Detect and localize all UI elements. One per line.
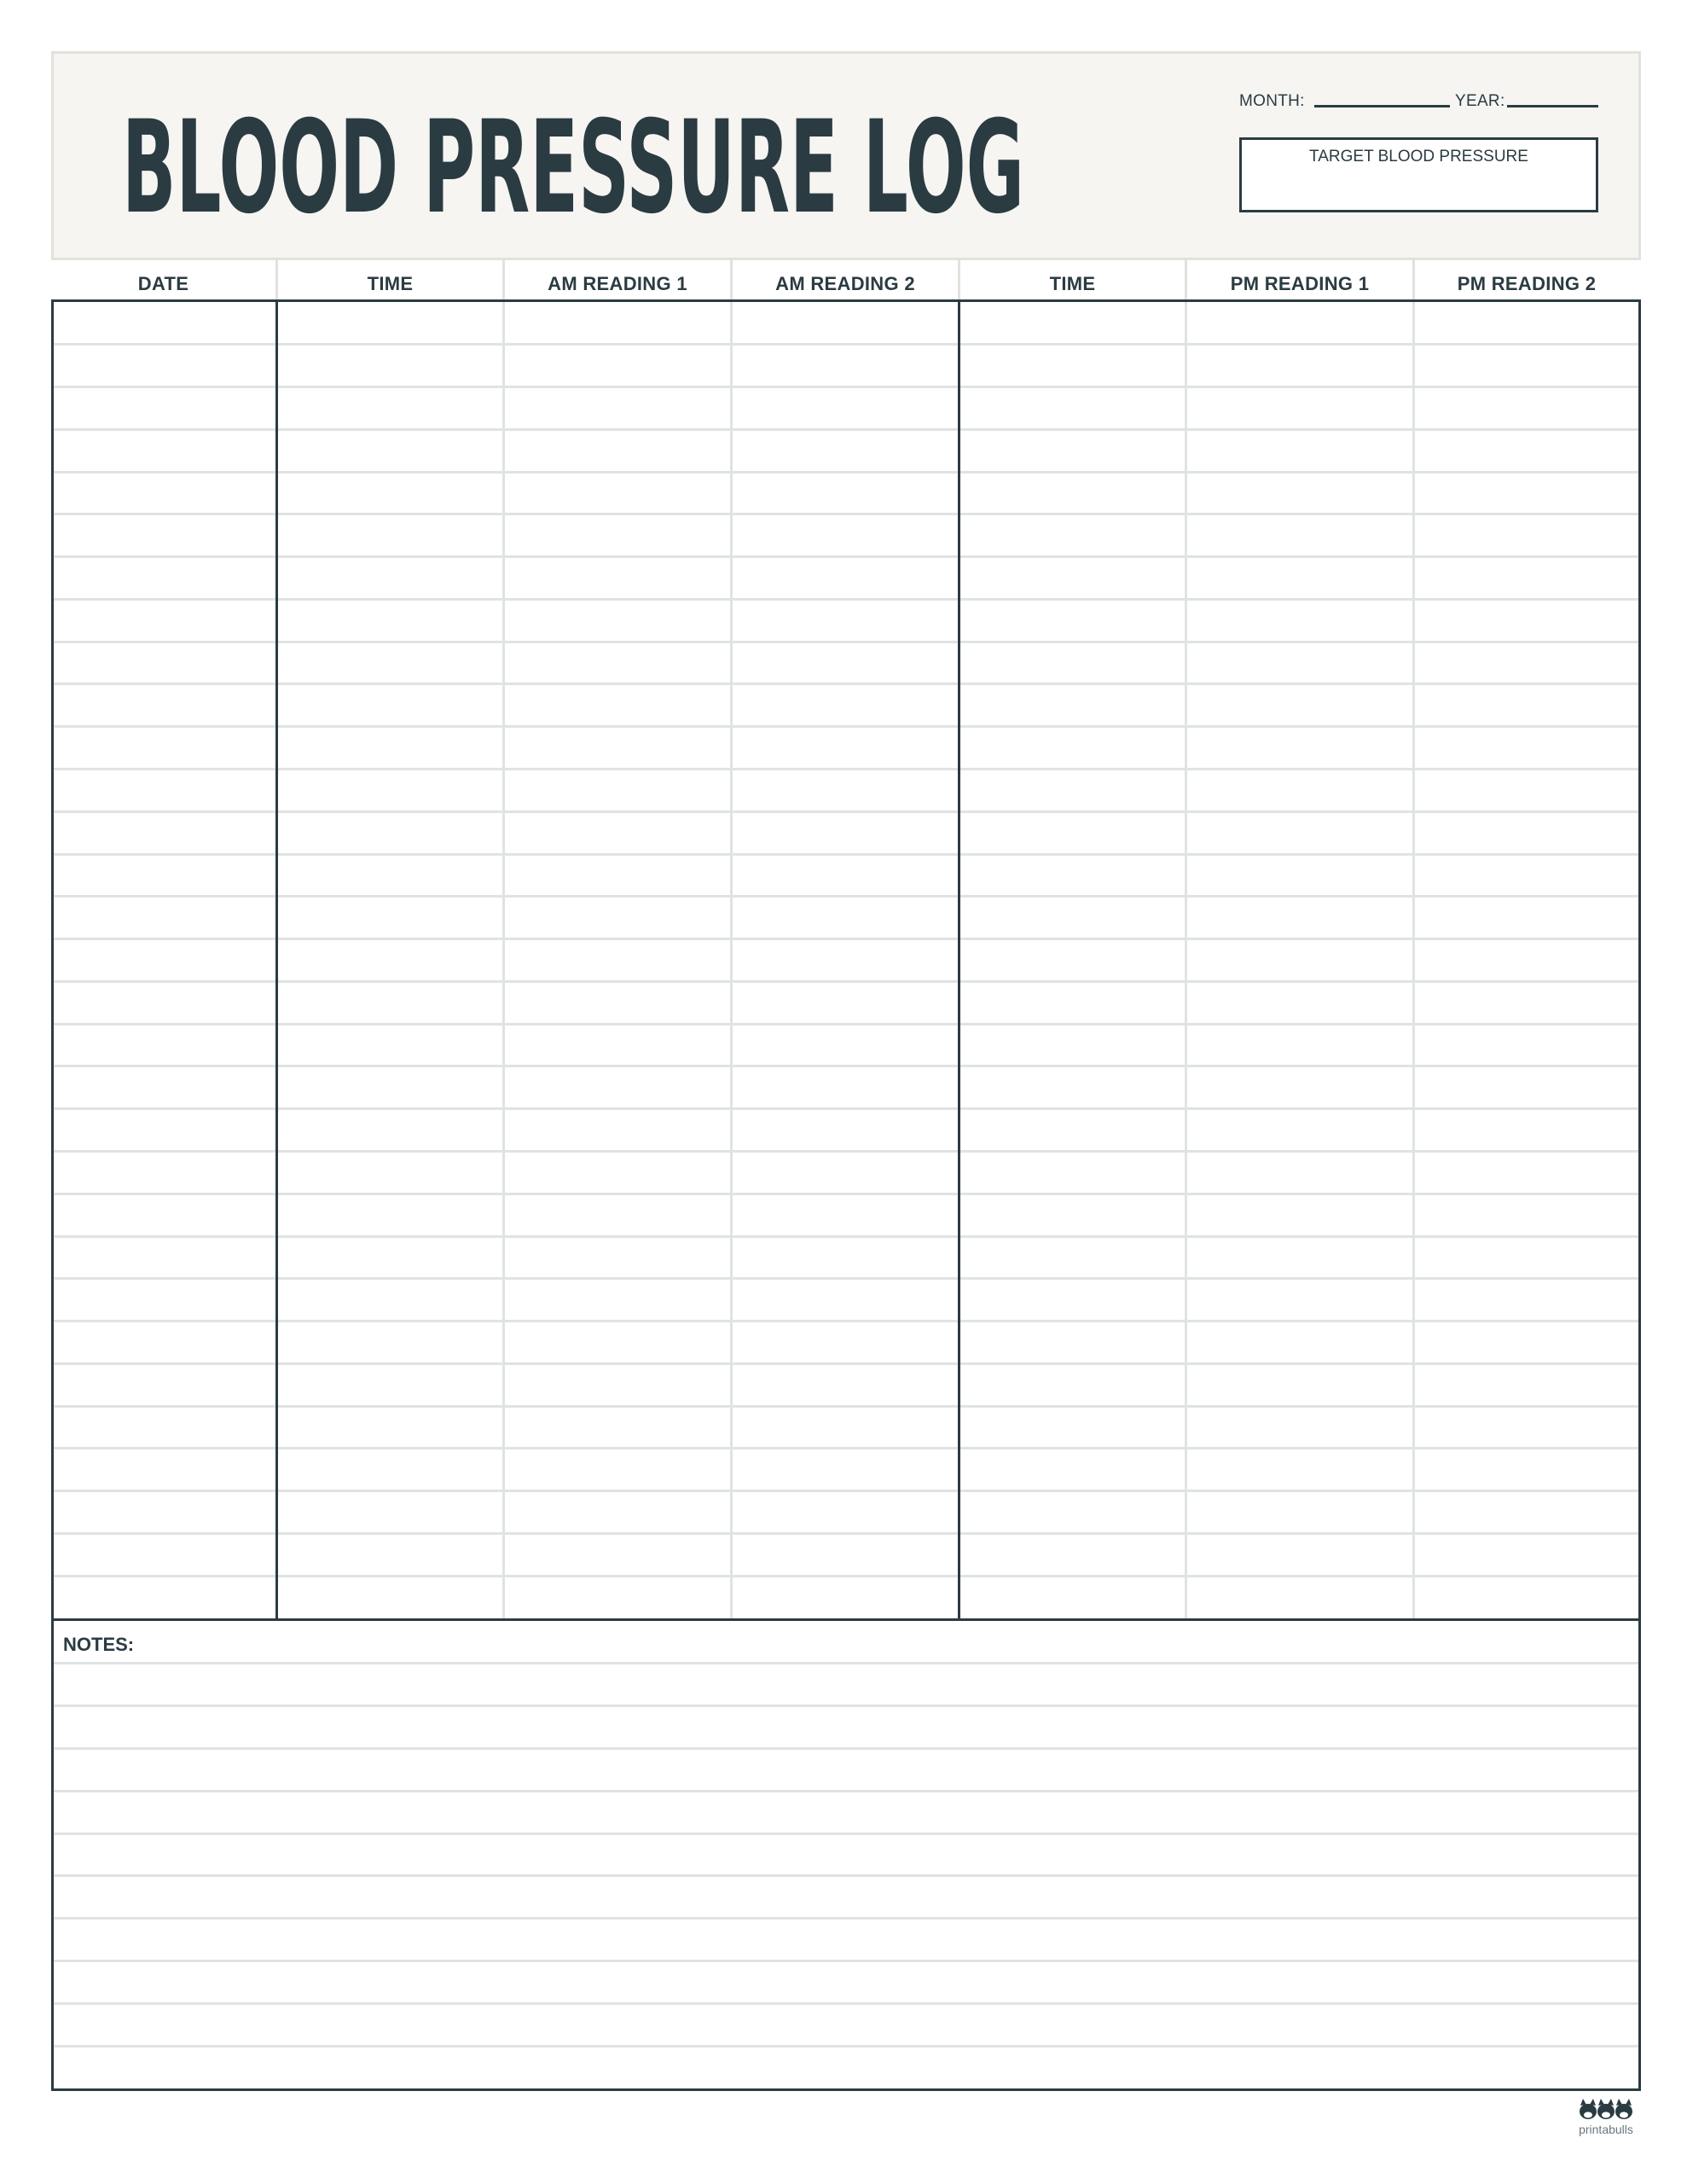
table-column-divider-bold (275, 302, 278, 1618)
target-blood-pressure-label: TARGET BLOOD PRESSURE (1309, 148, 1528, 166)
table-row-line (54, 1575, 1638, 1577)
column-header-date: DATE (137, 273, 189, 294)
table-row-line (54, 1065, 1638, 1067)
table-column-divider (730, 302, 733, 1618)
notes-line (54, 1833, 1638, 1835)
table-row-line (54, 428, 1638, 431)
table-row-line (54, 386, 1638, 388)
table-row-line (54, 1235, 1638, 1238)
column-header-pm-reading-1: PM READING 1 (1230, 273, 1370, 294)
column-header-am-time: TIME (367, 273, 414, 294)
table-column-divider (1185, 302, 1187, 1618)
table-column-divider-bold (958, 302, 960, 1618)
notes-line (54, 1790, 1638, 1792)
notes-line (54, 1705, 1638, 1707)
notes-line (54, 2045, 1638, 2048)
column-header-am-reading-1: AM READING 1 (548, 273, 687, 294)
log-table[interactable] (51, 299, 1641, 1621)
notes-line (54, 1747, 1638, 1750)
table-row-line (54, 725, 1638, 728)
table-row-line (54, 1193, 1638, 1195)
table-row-line (54, 895, 1638, 897)
table-row-line (54, 598, 1638, 601)
brand-logo-text: printabulls (1579, 2123, 1633, 2136)
page-title (122, 84, 1026, 237)
table-row-line (54, 555, 1638, 558)
column-header-am-reading-2: AM READING 2 (775, 273, 915, 294)
table-row-line (54, 471, 1638, 473)
table-row-line (54, 641, 1638, 643)
table-column-divider (1412, 302, 1415, 1618)
column-header-row (51, 260, 1641, 300)
table-row-line (54, 853, 1638, 856)
table-row-line (54, 1490, 1638, 1492)
column-header-pm-time: TIME (1049, 273, 1096, 294)
table-row-line (54, 1277, 1638, 1280)
table-column-divider (502, 302, 505, 1618)
table-row-line (54, 1150, 1638, 1153)
notes-section[interactable] (51, 1618, 1641, 2091)
notes-line (54, 2002, 1638, 2005)
table-row-line (54, 810, 1638, 813)
table-row-line (54, 682, 1638, 685)
table-row-line (54, 1532, 1638, 1535)
column-header-pm-reading-2: PM READING 2 (1457, 273, 1597, 294)
table-row-line (54, 513, 1638, 515)
table-row-line (54, 1447, 1638, 1449)
table-row-line (54, 1362, 1638, 1365)
table-row-line (54, 343, 1638, 346)
notes-line (54, 1662, 1638, 1664)
month-label: MONTH: (1239, 92, 1305, 110)
bulldog-heads-icon (1576, 2097, 1636, 2123)
table-row-line (54, 1405, 1638, 1408)
table-row-line (54, 1320, 1638, 1322)
brand-logo (1566, 2097, 1646, 2140)
year-field[interactable] (1507, 105, 1598, 107)
table-row-line (54, 938, 1638, 940)
notes-label: NOTES: (63, 1634, 135, 1655)
table-row-line (54, 768, 1638, 770)
year-label: YEAR: (1455, 92, 1505, 110)
month-field[interactable] (1314, 105, 1450, 107)
table-row-line (54, 1023, 1638, 1025)
notes-line (54, 1874, 1638, 1877)
table-row-line (54, 1107, 1638, 1110)
notes-line (54, 1917, 1638, 1920)
page-title-text: BLOOD PRESSURE LOG (122, 94, 1024, 237)
table-row-line (54, 980, 1638, 983)
notes-line (54, 1960, 1638, 1962)
target-blood-pressure-box[interactable] (1239, 137, 1598, 212)
